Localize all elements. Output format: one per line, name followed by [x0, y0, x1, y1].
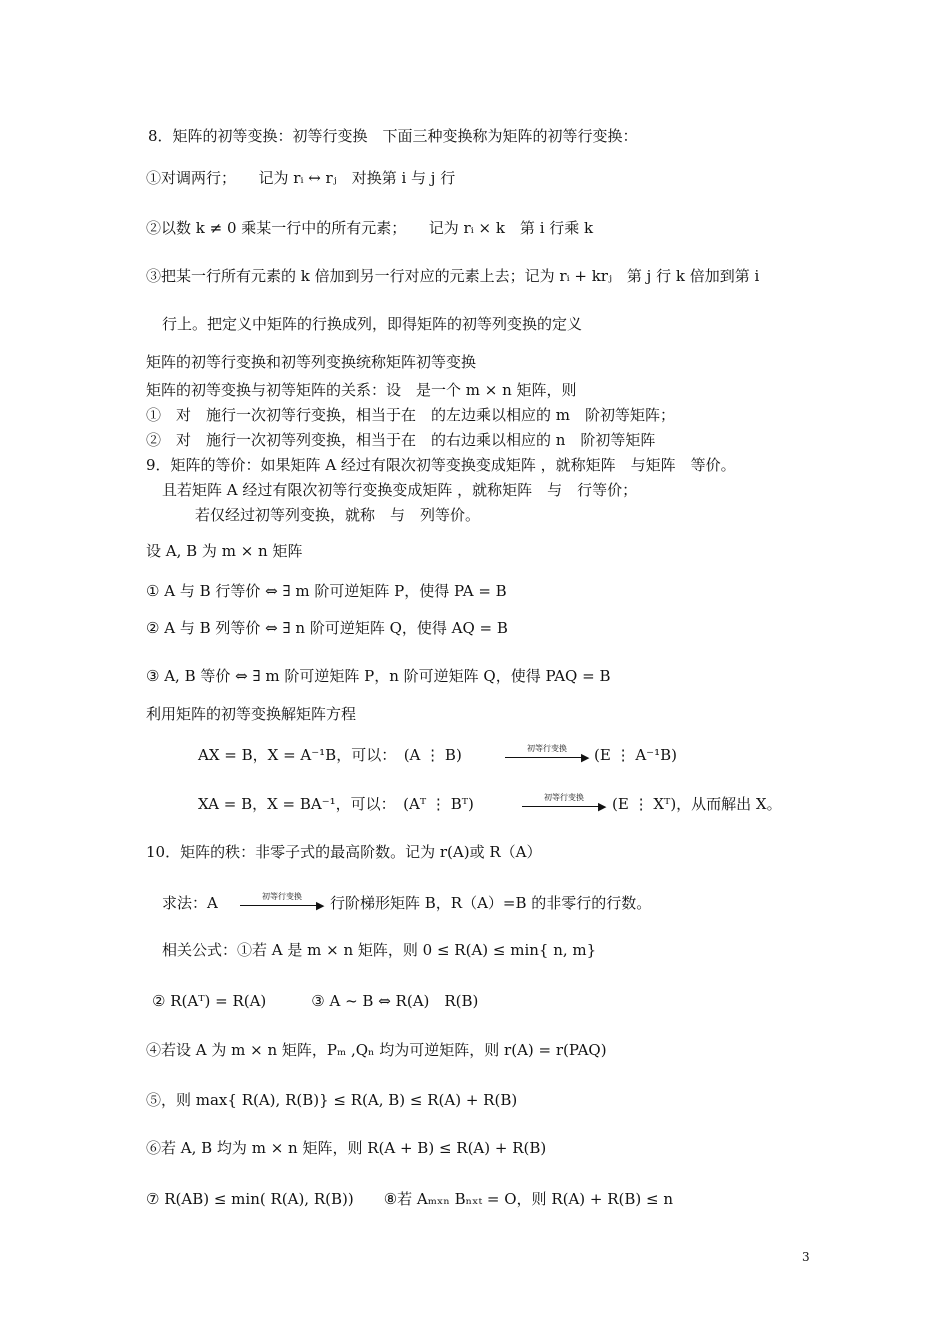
- eq-ax-b-left: AX = B，X = A⁻¹B，可以： (A ⋮ B): [198, 746, 462, 764]
- equiv-rule-2: ② A 与 B 列等价 ⇔ ∃ n 阶可逆矩阵 Q，使得 AQ = B: [146, 619, 508, 637]
- arrow-label: 初等行变换: [527, 744, 567, 753]
- rank-formula-2-3: ② R(Aᵀ) = R(A) ③ A ~ B ⇔ R(A) R(B): [152, 992, 479, 1010]
- arrow-label: 初等行变换: [262, 892, 302, 901]
- row-op-add: ③把某一行所有元素的 k 倍加到另一行对应的元素上去；记为 rᵢ + krⱼ 第 j 行 k 倍加到第 i: [146, 267, 760, 285]
- row-equivalence-note: 且若矩阵 A 经过有限次初等行变换变成矩阵 ，就称矩阵 与 行等价；: [162, 481, 638, 499]
- eq-xa-b-right: (E ⋮ Xᵀ)，从而解出 X。: [612, 795, 782, 813]
- row-op-swap: ①对调两行； 记为 rᵢ ↔ rⱼ 对换第 i 与 j 行: [146, 169, 456, 187]
- eq-ax-b-right: (E ⋮ A⁻¹B): [594, 746, 677, 764]
- assumption-line: 设 A, B 为 m × n 矩阵: [146, 542, 303, 560]
- transform-arrow: [240, 893, 324, 914]
- rank-formula-7-8: ⑦ R(AB) ≤ min( R(A), R(B)) ⑧若 Aₘₓₙ Bₙₓₜ = O，则 R(A) + R(B) ≤ n: [146, 1190, 674, 1208]
- elementary-transform-note: 矩阵的初等行变换和初等列变换统称矩阵初等变换: [146, 353, 477, 371]
- elementary-matrix-relation: 矩阵的初等变换与初等矩阵的关系：设 是一个 m × n 矩阵，则: [146, 381, 577, 399]
- rank-method-right: 行阶梯形矩阵 B，R（A）=B 的非零行的行数。: [330, 894, 652, 912]
- arrow-right-icon: 初等行变换 ▶: [522, 795, 606, 815]
- page-number: 3: [802, 1250, 810, 1264]
- relation-row: ① 对 施行一次初等行变换，相当于在 的左边乘以相应的 m 阶初等矩阵；: [146, 406, 675, 424]
- rank-formula-6: ⑥若 A, B 均为 m × n 矩阵，则 R(A + B) ≤ R(A) + R(B): [146, 1139, 547, 1157]
- rank-method-left: 求法：A: [162, 894, 218, 912]
- matrix-equation-heading: 利用矩阵的初等变换解矩阵方程: [146, 705, 357, 723]
- transform-arrow: [505, 745, 589, 766]
- section-9-heading: 9．矩阵的等价：如果矩阵 A 经过有限次初等变换变成矩阵 ，就称矩阵 与矩阵 等价。: [146, 456, 736, 474]
- row-op-scale: ②以数 k ≠ 0 乘某一行中的所有元素； 记为 rᵢ × k 第 i 行乘 k: [146, 219, 594, 237]
- equiv-rule-1: ① A 与 B 行等价 ⇔ ∃ m 阶可逆矩阵 P，使得 PA = B: [146, 582, 507, 600]
- column-equivalence-note: 若仅经过初等列变换，就称 与 列等价。: [195, 506, 481, 524]
- transform-arrow: [522, 794, 606, 815]
- arrow-right-icon: 初等行变换 ▶: [240, 894, 324, 914]
- relation-column: ② 对 施行一次初等列变换，相当于在 的右边乘以相应的 n 阶初等矩阵: [146, 431, 656, 449]
- equiv-rule-3: ③ A, B 等价 ⇔ ∃ m 阶可逆矩阵 P，n 阶可逆矩阵 Q，使得 PAQ = B: [146, 667, 611, 685]
- rank-formula-5: ⑤，则 max{ R(A), R(B)} ≤ R(A, B) ≤ R(A) + R(B): [146, 1091, 518, 1109]
- rank-formula-4: ④若设 A 为 m × n 矩阵，Pₘ ,Qₙ 均为可逆矩阵，则 r(A) = r(PAQ): [146, 1041, 607, 1059]
- section-10-heading: 10．矩阵的秩：非零子式的最高阶数。记为 r(A)或 R（A）: [146, 843, 542, 861]
- arrow-label: 初等行变换: [544, 793, 584, 802]
- rank-formula-1: 相关公式：①若 A 是 m × n 矩阵，则 0 ≤ R(A) ≤ min{ n, m}: [162, 941, 597, 959]
- section-8-heading: 8．矩阵的初等变换：初等行变换 下面三种变换称为矩阵的初等行变换：: [148, 127, 638, 145]
- arrow-right-icon: 初等行变换 ▶: [505, 746, 589, 766]
- eq-xa-b-left: XA = B，X = BA⁻¹，可以： (Aᵀ ⋮ Bᵀ): [198, 795, 474, 813]
- column-op-definition: 行上。把定义中矩阵的行换成列，即得矩阵的初等列变换的定义: [162, 315, 583, 333]
